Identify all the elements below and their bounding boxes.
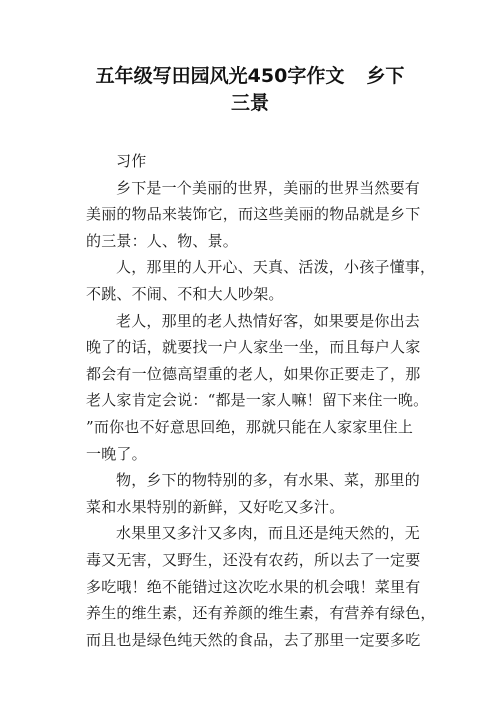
paragraph-line: 多吃哦！绝不能错过这次吃水果的机会哦！菜里有	[86, 577, 421, 596]
document-title	[60, 62, 440, 91]
paragraph-line: 养生的维生素，还有养颜的维生素，有营养有绿色，	[86, 604, 436, 623]
essay-body	[86, 148, 436, 653]
paragraph-line: 物，乡下的物特别的多，有水果、菜，那里的	[116, 471, 421, 490]
paragraph-line: 乡下是一个美丽的世界，美丽的世界当然要有	[116, 178, 421, 197]
essay-label: 习作	[116, 152, 147, 170]
paragraph-line: 水果里又多汁又多肉，而且还是纯天然的，无	[116, 524, 421, 543]
paragraph-line: 晚了的话，就要找一户人家坐一坐，而且每户人家	[86, 338, 421, 357]
paragraph-line: 而且也是绿色纯天然的食品，去了那里一定要多吃	[86, 630, 421, 649]
paragraph-line: 不跳、不闹、不和大人吵架。	[86, 284, 284, 303]
paragraph-line: 菜和水果特别的新鲜，又好吃又多汁。	[86, 497, 345, 516]
title-main: 五年级写田园风光450字作文	[95, 65, 345, 87]
paragraph-line: 老人家肯定会说：“都是一家人嘛！留下来住一晚。	[86, 391, 429, 410]
document-title-continued: 三景	[230, 92, 269, 114]
paragraph-line: 人，那里的人开心、天真、活泼，小孩子懂事，	[116, 258, 436, 277]
paragraph-line: 毒又无害，又野生，还没有农药，所以去了一定要	[86, 550, 421, 569]
title-tail: 乡下	[366, 65, 405, 87]
paragraph-line: ”而你也不好意思回绝，那就只能在人家家里住上	[86, 417, 414, 436]
paragraph-line: 一晚了。	[86, 444, 147, 463]
paragraph-line: 都会有一位德高望重的老人，如果你正要走了，那	[86, 364, 421, 383]
paragraph-line: 美丽的物品来装饰它，而这些美丽的物品就是乡下	[86, 205, 421, 224]
paragraph-line: 老人，那里的老人热情好客，如果要是你出去	[116, 311, 421, 330]
paragraph-line: 的三景：人、物、景。	[86, 231, 239, 250]
